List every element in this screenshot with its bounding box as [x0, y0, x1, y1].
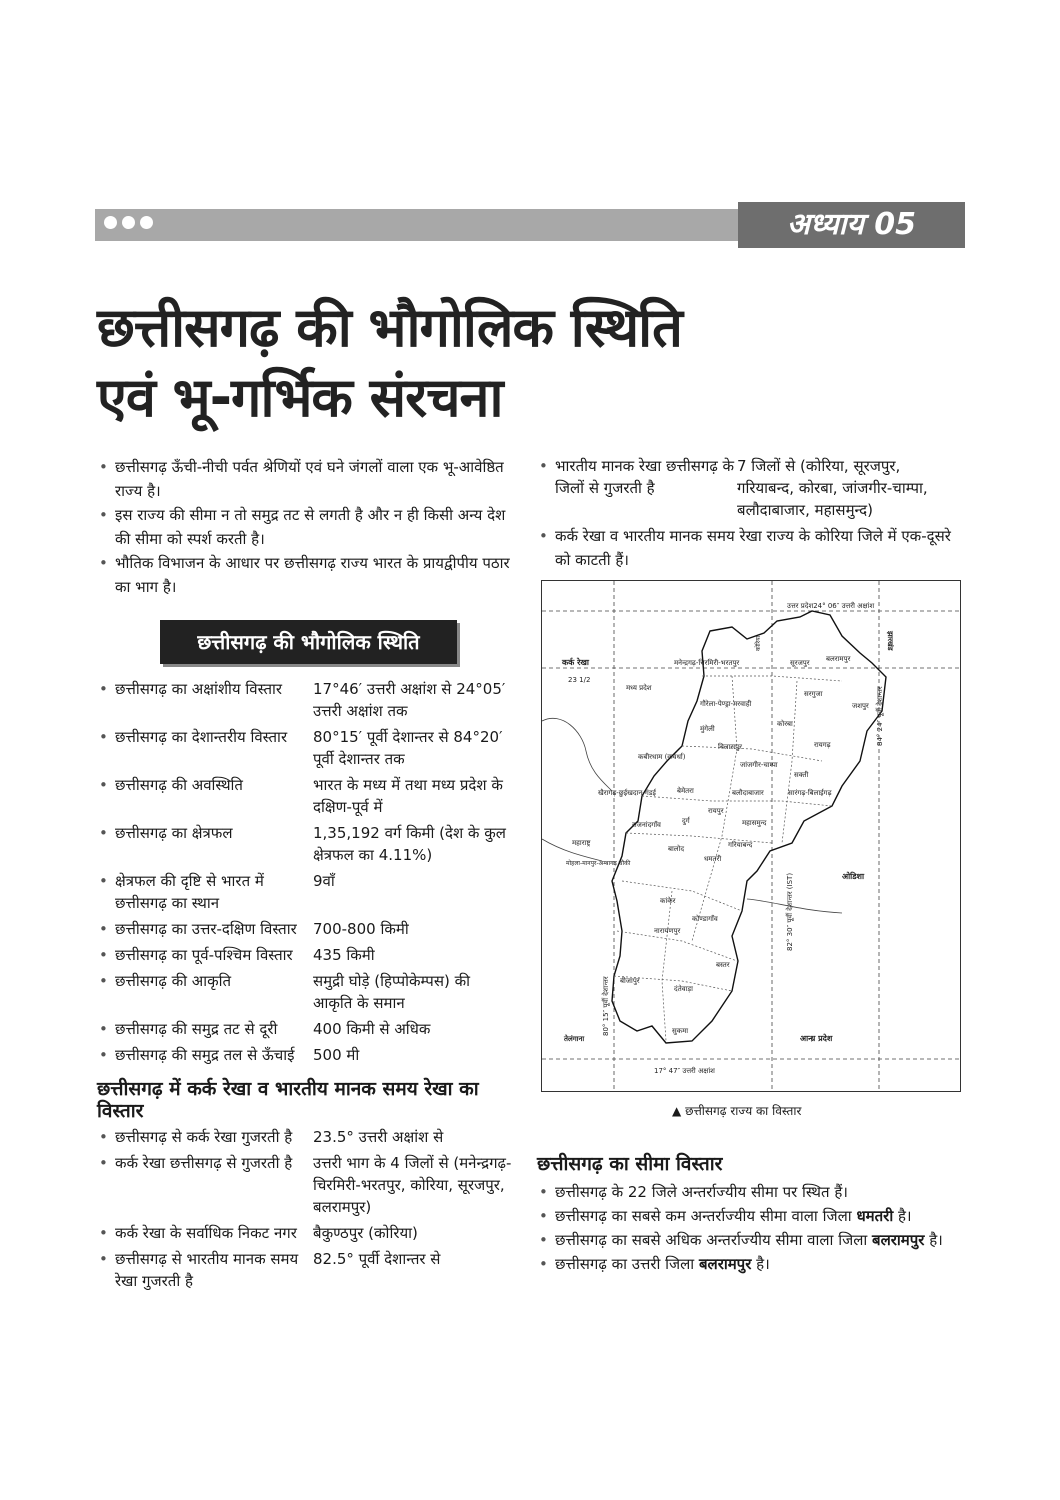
table-row	[97, 1018, 512, 1044]
geo-value: भारत के मध्य में तथा मध्य प्रदेश के दक्षिण-पूर्व में	[313, 776, 503, 816]
map-district-label: खैरागढ़-छुईखदान-गंडई	[598, 789, 656, 797]
geo-key: • छत्तीसगढ़ का देशान्तरीय विस्तार	[97, 726, 313, 774]
map-district-label: बस्तर	[716, 961, 730, 969]
cancer-value: 82.5° पूर्वी देशान्तर से	[313, 1250, 441, 1268]
map-district-label: कांकेर	[660, 897, 676, 905]
geo-key: • छत्तीसगढ़ का क्षेत्रफल	[97, 822, 313, 870]
map-label-long-mid: 82° 30″ पूर्वी देशान्तर (IST)	[786, 872, 794, 951]
geo-key: • छत्तीसगढ़ का अक्षांशीय विस्तार	[97, 678, 313, 726]
cancer-value: बैकुण्ठपुर (कोरिया)	[313, 1224, 418, 1242]
map-district-label: धमतरी	[704, 855, 722, 863]
map-district-label: सक्ती	[794, 771, 809, 779]
map-district-label: बेमेतरा	[677, 787, 694, 795]
geo-key: • छत्तीसगढ़ की अवस्थिति	[97, 774, 313, 822]
table-row	[97, 822, 512, 870]
map-district-label: गरियाबन्द	[728, 841, 753, 849]
geo-value: 400 किमी से अधिक	[313, 1020, 431, 1038]
map-district-label: मोहला-मानपुर-अम्बागढ़ चौकी	[566, 860, 631, 867]
map-district-label: रायगढ़	[814, 741, 831, 749]
section-heading-geo: छत्तीसगढ़ की भौगोलिक स्थिति	[160, 620, 457, 664]
chapter-label: अध्याय 05	[738, 202, 965, 248]
geo-key: • छत्तीसगढ़ की समुद्र तट से दूरी	[97, 1018, 313, 1044]
table-row	[97, 1248, 512, 1296]
boundary-item: • छत्तीसगढ़ का सबसे अधिक अन्तर्राज्यीय सीमा वाला जिला बलरामपुर है।	[537, 1228, 962, 1252]
cancer-table	[97, 1126, 512, 1296]
intro-item: • छत्तीसगढ़ ऊँची-नीची पर्वत श्रेणियों एवं घने जंगलों वाला एक भू-आवेष्ठित राज्य है।	[97, 455, 512, 503]
geo-key: • छत्तीसगढ़ का उत्तर-दक्षिण विस्तार	[97, 918, 313, 944]
table-row	[537, 455, 962, 525]
map-district-label: बिलासपुर	[718, 743, 742, 751]
map-label-jharkhand: झारखंड	[886, 631, 894, 651]
geo-value: 700-800 किमी	[313, 920, 409, 938]
right-table	[537, 455, 962, 525]
geo-key: • छत्तीसगढ़ का पूर्व-पश्चिम विस्तार	[97, 944, 313, 970]
right-value: 7 जिलों से (कोरिया, सूरजपुर, गरियाबन्द, कोरबा, जांजगीर-चाम्पा, बलौदाबाजार, महासमुन्द)	[737, 457, 928, 519]
right-item: • कर्क रेखा व भारतीय मानक समय रेखा राज्य के कोरिया जिले में एक-दूसरे को काटती हैं।	[537, 524, 962, 572]
geo-table	[97, 678, 512, 1070]
triangle-icon: ▲	[672, 1104, 682, 1118]
section-heading-cancer: छत्तीसगढ़ में कर्क रेखा व भारतीय मानक समय रेखा का विस्तार	[97, 1078, 479, 1122]
map-caption-text: छत्तीसगढ़ राज्य का विस्तार	[685, 1104, 802, 1118]
map-label-maharashtra: महाराष्ट्र	[572, 839, 591, 847]
geo-value: समुद्री घोड़े (हिप्पोकेम्पस) की आकृति के समान	[313, 972, 470, 1012]
map-district-label: बीजापुर	[620, 977, 640, 985]
boundary-item: • छत्तीसगढ़ का सबसे कम अन्तर्राज्यीय सीमा वाला जिला धमतरी है।	[537, 1204, 962, 1228]
map-label-long-right: 84° 24″ पूर्वी देशान्तर	[876, 686, 884, 746]
map-district-label: राजनांदगाँव	[632, 821, 661, 829]
page-title-line2: एवं भू-गर्भिक संरचना	[97, 366, 503, 429]
geo-key: • क्षेत्रफल की दृष्टि से भारत में छत्तीसगढ़ का स्थान	[97, 870, 313, 918]
map-district-label: बलौदाबाजार	[732, 789, 764, 797]
geo-value: 80°15′ पूर्वी देशान्तर से 84°20′ पूर्वी देशान्तर तक	[313, 728, 503, 768]
map-district-label: रायपुर	[708, 807, 724, 815]
map-district-label: सूरजपुर	[790, 659, 810, 667]
table-row	[97, 774, 512, 822]
map-district-label: सारंगढ़-बिलाईगढ़	[788, 789, 832, 797]
geo-value: 500 मी	[313, 1046, 360, 1064]
table-row	[97, 1126, 512, 1152]
state-map	[541, 580, 961, 1092]
map-district-label: जांजगीर-चाम्पा	[740, 761, 778, 769]
table-row	[97, 970, 512, 1018]
table-row	[97, 1152, 512, 1222]
cancer-value: उत्तरी भाग के 4 जिलों से (मनेन्द्रगढ़-चिरमिरी-भरतपुर, कोरिया, सूरजपुर, बलरामपुर)	[313, 1154, 512, 1216]
map-district-label: कोरबा	[777, 720, 793, 728]
boundary-item: • छत्तीसगढ़ का उत्तरी जिला बलरामपुर है।	[537, 1252, 962, 1276]
cancer-key: • छत्तीसगढ़ से भारतीय मानक समय रेखा गुजरती है	[97, 1248, 313, 1296]
map-district-label: गौरेला-पेण्ड्रा-मरवाही	[700, 700, 752, 708]
section-heading-boundary: छत्तीसगढ़ का सीमा विस्तार	[537, 1153, 723, 1175]
map-district-label: सरगुजा	[804, 690, 823, 698]
map-caption	[672, 1102, 801, 1119]
map-district-label: जशपुर	[852, 702, 869, 710]
geo-value: 435 किमी	[313, 946, 375, 964]
right-key: • भारतीय मानक रेखा छत्तीसगढ़ के जिलों से गुजरती है	[537, 455, 737, 525]
dots-decoration	[104, 216, 153, 229]
table-row	[97, 678, 512, 726]
map-district-label: दंतेवाड़ा	[674, 985, 693, 993]
cancer-value: 23.5° उत्तरी अक्षांश से	[313, 1128, 444, 1146]
table-row	[97, 726, 512, 774]
boundary-item: • छत्तीसगढ़ के 22 जिले अन्तर्राज्यीय सीमा पर स्थित हैं।	[537, 1180, 962, 1204]
cancer-key: • छत्तीसगढ़ से कर्क रेखा गुजरती है	[97, 1126, 313, 1152]
map-district-label: बालोद	[668, 845, 685, 853]
map-label-odisha: ओडिशा	[842, 872, 865, 881]
map-label-frac: 23 1/2	[568, 676, 591, 684]
map-label-lat-top: उत्तर प्रदेश24° 06″ उत्तरी अक्षांश	[787, 602, 875, 610]
map-district-label: नारायणपुर	[654, 927, 681, 935]
page-title-line1: छत्तीसगढ़ की भौगोलिक स्थिति	[97, 296, 682, 359]
map-district-label: सुकमा	[672, 1027, 689, 1035]
map-label-andhra: आन्ध्र प्रदेश	[800, 1034, 833, 1043]
map-district-label: कबीरधाम (कवर्धा)	[638, 753, 686, 761]
map-district-label: कोरिया	[755, 635, 762, 651]
map-label-long-left: 80° 15″ पूर्वी देशान्तर	[602, 976, 610, 1036]
geo-value: 17°46′ उत्तरी अक्षांश से 24°05′ उत्तरी अक्षांश तक	[313, 680, 506, 720]
intro-item: • इस राज्य की सीमा न तो समुद्र तट से लगती है और न ही किसी अन्य देश की सीमा को स्पर्श करती है।	[97, 503, 512, 551]
map-label-mp: मध्य प्रदेश	[626, 684, 652, 692]
intro-item: • भौतिक विभाजन के आधार पर छत्तीसगढ़ राज्य भारत के प्रायद्वीपीय पठार का भाग है।	[97, 551, 512, 599]
map-district-label: बलरामपुर	[826, 655, 851, 663]
table-row	[97, 944, 512, 970]
map-district-label: महासमुन्द	[742, 819, 767, 827]
intro-list	[97, 455, 512, 599]
table-row	[97, 918, 512, 944]
geo-key: • छत्तीसगढ़ की आकृति	[97, 970, 313, 1018]
geo-key: • छत्तीसगढ़ की समुद्र तल से ऊँचाई	[97, 1044, 313, 1070]
map-label-telangana: तेलंगाना	[564, 1035, 585, 1043]
geo-value: 9वाँ	[313, 872, 335, 890]
right-list	[537, 524, 962, 572]
table-row	[97, 870, 512, 918]
map-label-karka: कर्क रेखा	[562, 658, 589, 667]
boundary-list	[537, 1180, 962, 1276]
cancer-key: • कर्क रेखा के सर्वाधिक निकट नगर	[97, 1222, 313, 1248]
map-district-label: मुंगेली	[700, 725, 715, 733]
map-label-lat-bottom: 17° 47″ उत्तरी अक्षांश	[654, 1067, 715, 1075]
map-district-label: दुर्ग	[682, 817, 690, 825]
table-row	[97, 1044, 512, 1070]
geo-value: 1,35,192 वर्ग किमी (देश के कुल क्षेत्रफल का 4.11%)	[313, 824, 506, 864]
cancer-key: • कर्क रेखा छत्तीसगढ़ से गुजरती है	[97, 1152, 313, 1222]
map-district-label: कोण्डागाँव	[692, 915, 718, 923]
table-row	[97, 1222, 512, 1248]
map-district-label: मनेन्द्रगढ़-चिरमिरी-भरतपुर	[674, 659, 740, 667]
